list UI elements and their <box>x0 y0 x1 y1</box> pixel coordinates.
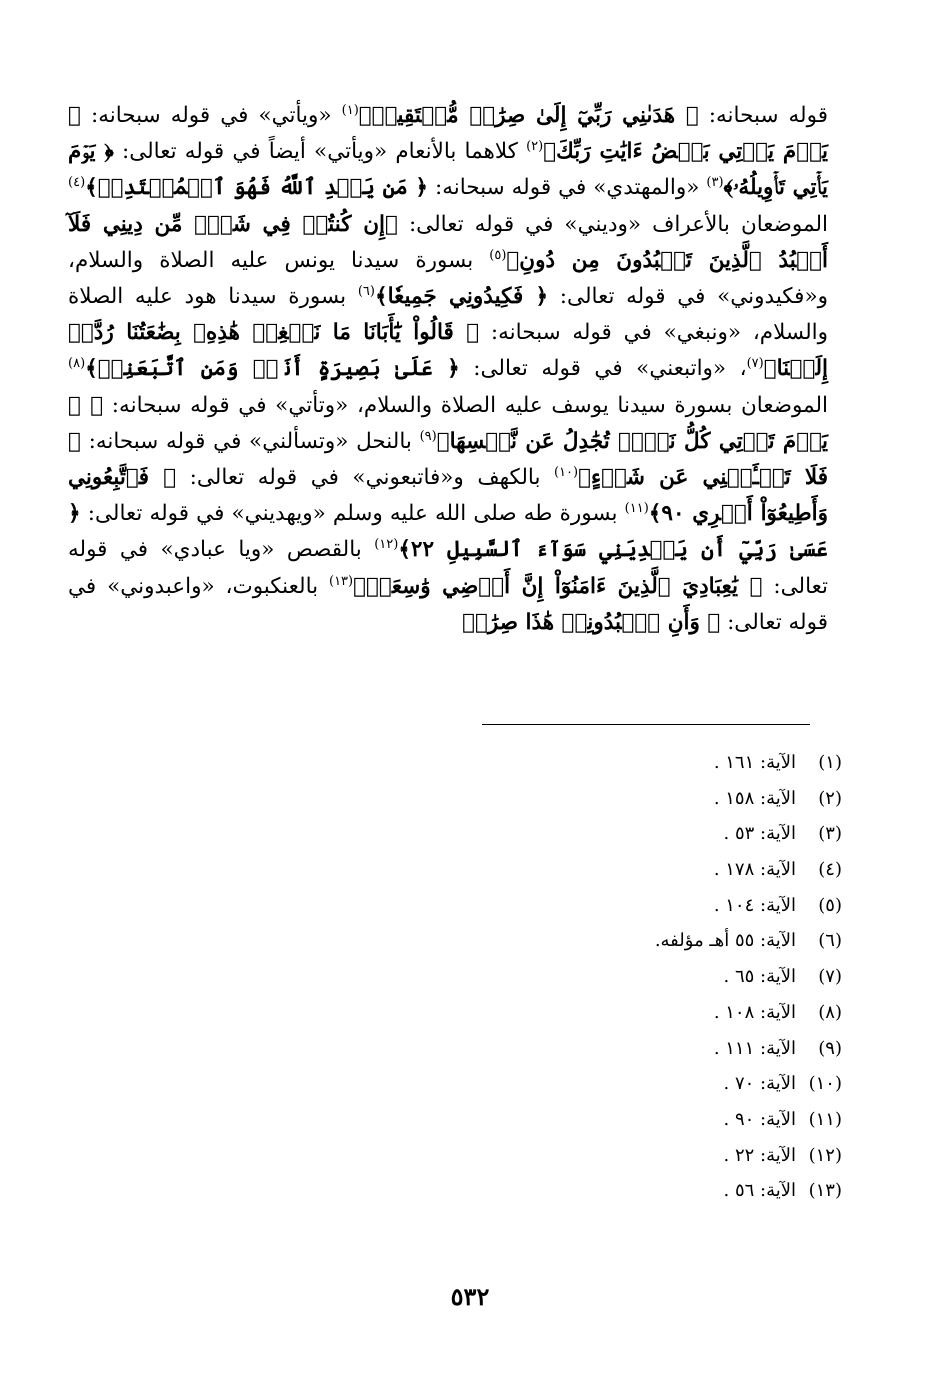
footnote-item <box>450 852 842 888</box>
body-text-run: بسورة سيدنا هود عليه الصلاة والسلام، «ونبغي» في قوله سبحانه: <box>68 284 828 346</box>
footnote-item <box>450 959 842 995</box>
footnote-item <box>450 816 842 852</box>
footnote-ref: (٤) <box>68 175 86 191</box>
footnote-text: الآية: ١٧٨ . <box>713 859 796 881</box>
footnote-ref: (٦) <box>357 283 375 299</box>
footnote-ref: (٨) <box>68 356 86 372</box>
body-text-run: بالكهف و«فاتبعوني» في قوله تعالى: <box>176 465 554 491</box>
quran-verse: ﴿ وَأَنِ ٱعۡبُدُونِيۚ هَٰذَا صِرَٰطٞ <box>462 609 721 635</box>
footnote-number: (٣) <box>818 823 842 845</box>
quran-verse: ﴿ عَلَىٰ بَصِيرَةٍ أَنَا۠ وَمَنِ ٱتَّبَعَنِيۖ﴾ <box>85 356 460 382</box>
body-text-run: بسورة طه صلى الله عليه وسلم «ويهديني» في قوله تعالى: <box>80 501 625 527</box>
footnote-text: الآية: ٩٠ . <box>723 1108 796 1130</box>
footnote-number: (٢) <box>818 787 842 809</box>
footnote-ref: (٩) <box>419 428 437 444</box>
footnotes-list <box>450 745 842 1209</box>
footnote-ref: (١١) <box>624 501 649 517</box>
footnote-number: (٥) <box>818 894 842 916</box>
footnote-item <box>450 1173 842 1209</box>
footnote-number: (٤) <box>818 859 842 881</box>
footnote-text: الآية: ٢٢ . <box>723 1144 796 1166</box>
footnote-item <box>450 888 842 924</box>
footnote-text: الآية: ٧٠ . <box>723 1073 796 1095</box>
footnote-ref: (١٢) <box>374 537 399 553</box>
footnote-item <box>450 745 842 781</box>
quran-verse: ﴿إِن كُنتُمۡ فِي شَكّٖ مِّن دِينِي فَلَآ أَعۡبُدُ ٱلَّذِينَ تَعۡبُدُونَ مِن دُونِ﴾ <box>68 211 829 273</box>
footnote-text: الآية: ١٥٨ . <box>713 787 796 809</box>
footnote-ref: (٢) <box>526 139 544 155</box>
body-text-run: قوله سبحانه: <box>698 103 828 128</box>
footnote-number: (٧) <box>818 966 842 988</box>
footnote-ref: (١) <box>341 102 359 118</box>
footnote-number: (١) <box>818 752 842 773</box>
footnote-number: (٦) <box>818 930 842 952</box>
body-text-run: بالنحل «وتسألني» في قوله سبحانه: <box>80 428 420 454</box>
footnote-ref: (٥) <box>489 247 507 263</box>
footnote-text: الآية: ١١١ . <box>713 1037 796 1059</box>
footnote-item <box>450 923 842 959</box>
page-number: ٥٣٢ <box>450 1282 490 1311</box>
quran-verse: ﴿ فَلَا تَسۡـَٔلۡنِي عَن شَيۡءٍ﴾ <box>68 428 829 491</box>
quran-verse: ﴿ عَسَىٰ رَبِّيٓ أَن يَهۡدِيَنِي سَوَآءَ ٱلسَّبِيلِ ٢٢﴾ <box>68 501 828 563</box>
footnote-text: الآية: ١٠٤ . <box>713 894 796 916</box>
quran-verse: ﴿ يَوۡمَ يَأۡتِي تَأۡوِيلُهُۥ﴾ <box>68 139 828 201</box>
footnote-ref: (٧) <box>746 356 764 372</box>
body-text-run: بالعنكبوت، «واعبدوني» في قوله تعالى: <box>68 573 828 635</box>
footnote-ref: (٣) <box>706 175 724 191</box>
footnote-item <box>450 1031 842 1067</box>
quran-verse: ﴿ ۞ يَوۡمَ تَأۡتِي كُلُّ نَفۡسٖ تُجَٰدِلُ عَن نَّفۡسِهَا﴾ <box>68 392 829 454</box>
quran-verse: ﴿ قَالُواْ يَٰٓأَبَانَا مَا نَبۡغِيۖ هَٰذِهِۦ بِضَٰعَتُنَا رُدَّتۡ إِلَيۡنَا﴾ <box>68 320 828 382</box>
footnote-divider <box>482 724 810 725</box>
footnote-item <box>450 781 842 817</box>
body-text-run: «ويأتي» في قوله سبحانه: <box>80 103 342 128</box>
body-text-run: الموضعان بالأعراف «وديني» في قوله تعالى: <box>397 211 828 237</box>
quran-verse: ﴿ مَن يَهۡدِ ٱللَّهُ فَهُوَ ٱلۡمُهۡتَدِيۖ﴾ <box>85 175 429 201</box>
body-text-run: بسورة سيدنا يونس عليه الصلاة والسلام، و«فكيدوني» في قوله تعالى: <box>68 247 828 310</box>
body-text-run: ، «واتبعني» في قوله تعالى: <box>459 356 747 382</box>
quran-verse: ﴿ يَٰعِبَادِيَ ٱلَّذِينَ ءَامَنُوٓاْ إِنَّ أَرۡضِي وَٰسِعَةٞ﴾ <box>353 573 763 599</box>
footnote-item <box>450 995 842 1031</box>
quran-verse: ﴿ فَٱتَّبِعُونِي وَأَطِيعُوٓاْ أَمۡرِي ٩٠﴾ <box>68 465 828 527</box>
footnote-number: (١١) <box>808 1108 842 1130</box>
body-text-run: «والمهتدي» في قوله سبحانه: <box>428 175 707 201</box>
footnote-text: الآية: ١٠٨ . <box>713 1001 796 1023</box>
body-text-run: بالقصص «ويا عبادي» في قوله تعالى: <box>68 537 828 599</box>
footnote-item <box>450 1102 842 1138</box>
footnote-text: الآية: ٥٣ . <box>723 823 796 845</box>
quran-verse: ﴿ يَوۡمَ يَأۡتِي بَعۡضُ ءَايَٰتِ رَبِّكَ﴾ <box>68 103 828 165</box>
footnote-item <box>450 1138 842 1174</box>
body-text-run: الموضعان بسورة سيدنا يوسف عليه الصلاة والسلام، «وتأتي» في قوله سبحانه: <box>103 392 829 418</box>
footnote-number: (١٢) <box>808 1144 842 1166</box>
body-text-run: كلاهما بالأنعام «ويأتي» أيضاً في قوله تعالى: <box>113 139 527 165</box>
footnote-number: (٩) <box>818 1037 842 1059</box>
footnote-text: الآية: ٦٥ . <box>723 966 796 988</box>
footnote-number: (٨) <box>818 1001 842 1023</box>
footnote-ref: (١٣) <box>329 573 354 589</box>
footnote-text: الآية: ١٦١ . <box>713 752 796 773</box>
quran-verse: ﴿ هَدَىٰنِي رَبِّيٓ إِلَىٰ صِرَٰطٖ مُّسۡتَقِيمٖ﴾ <box>358 103 699 128</box>
quran-verse: ﴿ فَكِيدُونِي جَمِيعٗا﴾ <box>374 284 549 310</box>
footnote-text: الآية: ٥٥ أهـ مؤلفه. <box>654 930 796 952</box>
footnote-number: (١٣) <box>808 1180 842 1202</box>
footnote-text: الآية: ٥٦ . <box>723 1180 796 1202</box>
footnote-ref: (١٠) <box>553 464 579 480</box>
footnote-number: (١٠) <box>808 1073 842 1095</box>
main-paragraph <box>68 98 828 641</box>
footnote-item <box>450 1066 842 1102</box>
